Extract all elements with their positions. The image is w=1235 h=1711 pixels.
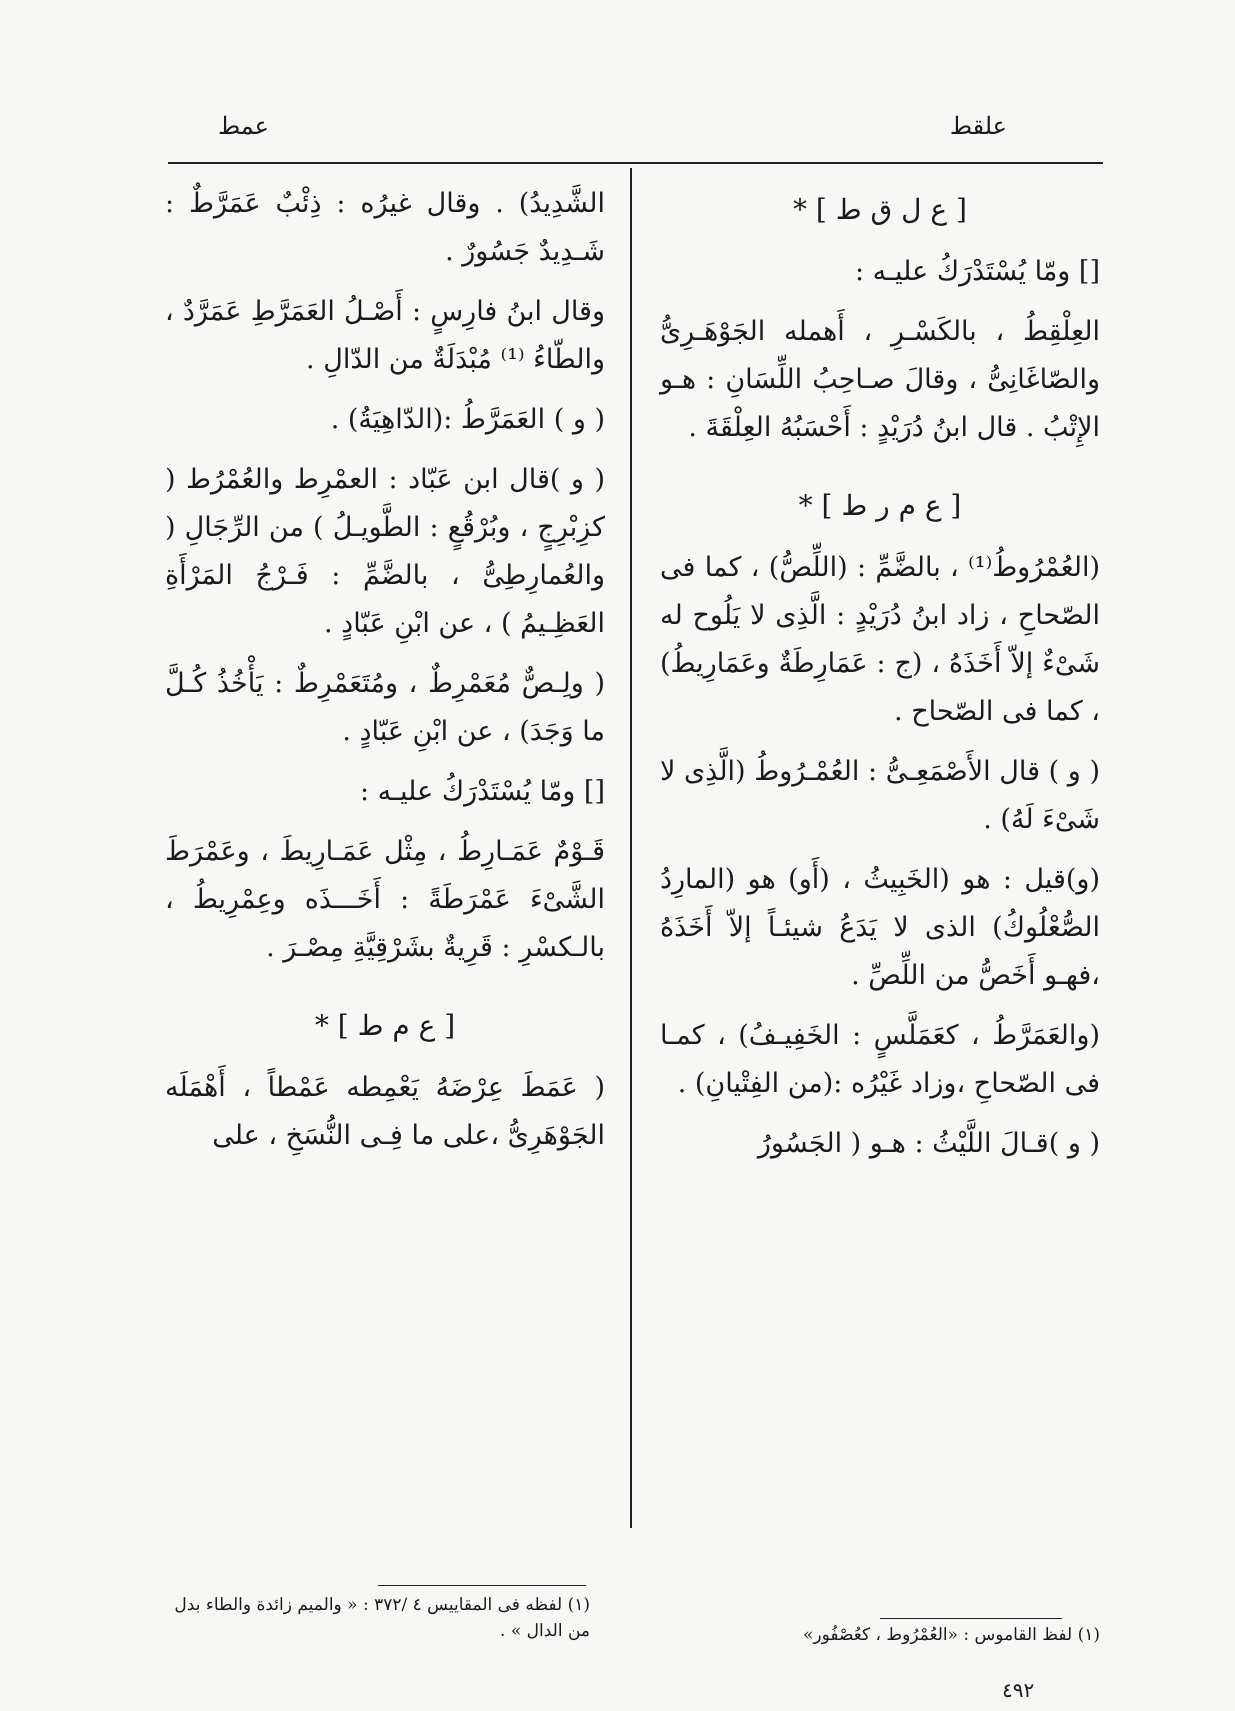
footnote-left: (١) لفظه فى المقاييس ٤ /٣٧٢ : « والميم زائدة والطاء بدل من الدال » . <box>174 1595 590 1641</box>
paragraph: ( ولِـصٌّ مُعَمْرِطٌ ، ومُتَعَمْرِطٌ : يَأْخُذُ كُـلَّ ما وَجَدَ) ، عن ابْنِ عَبّادٍ . <box>165 668 605 747</box>
footnote-right: (١) لفظ القاموس : «العُمْرُوط ، كعُصْفُور» <box>803 1625 1100 1645</box>
entry-heading-amrt: [ ع م ر ط ] * <box>798 489 962 522</box>
header-left-word: عمط <box>218 112 269 140</box>
paragraph: ( عَمَطَ عِرْضَهُ يَعْمِطه عَمْطاً ، أَهْمَلَه الجَوْهَرِىُّ ،على ما فِـى النُّسَخِ ، على <box>165 1072 605 1151</box>
footnote-rule-left <box>378 1585 586 1586</box>
paragraph: [] ومّا يُسْتَدْرَكُ عليـه : <box>854 256 1100 287</box>
paragraph: (العُمْرُوطُ⁽¹⁾ ، بالضَّمِّ : (اللِّصُّ) ، كما فى الصّحاحِ ، زاد ابنُ دُرَيْدٍ : الَّذِى لا يَلُوح له شَىْءٌ إلاّ أَخَذَهُ ، (ج : عَمَارِطَةٌ وعَمَارِيطُ) ، كما فى الصّحاح . <box>660 552 1100 727</box>
paragraph: العِلْقِطُ ، بالكَسْـرِ ، أَهمله الجَوْهَـرِىُّ والصّاغَانِىُّ ، وقالَ صـاحِبُ اللِّسَانِ : هـو الإِتْبُ . قال ابنُ دُرَيْدٍ : أَحْسَبُهُ العِلْقَةَ . <box>660 316 1100 443</box>
header-rule <box>168 162 1103 164</box>
footnote-rule-right <box>880 1618 1062 1619</box>
paragraph: وقال ابنُ فارِسٍ : أَصْـلُ العَمَرَّطِ عَمَرَّدٌ ، والطّاءُ ⁽¹⁾ مُبْدَلَةٌ من الدّالِ . <box>165 296 605 375</box>
paragraph: (و)قيل : هو (الخَبِيثُ ، (أَو) هو (المارِدُ الصُّعْلُوكُ) الذى لا يَدَعُ شيئـاً إلاّ أَخَذَهُ ،فهـو أَخَصُّ من اللِّصِّ . <box>660 864 1100 991</box>
paragraph: ( و )قال ابن عَبّاد : العمْرِط والعُمْرُط ( كزِبْرِجٍ ، وبُرْقُعٍ : الطَّويـلُ ) من الرِّجَالِ ( والعُمارِطِىُّ ، بالضَّمِّ : فَـرْجُ المَرْأَةِ العَظِـيمُ ) ، عن ابْنِ عَبّادٍ . <box>165 464 605 639</box>
paragraph: (والعَمَرَّطُ ، كعَمَلَّسٍ : الخَفِيـفُ) ، كمـا فى الصّحاحِ ،وزاد غَيْرُه :(من الفِتْيانِ) . <box>660 1020 1100 1099</box>
entry-heading-alqt: [ ع ل ق ط ] * <box>793 193 967 226</box>
paragraph: قَـوْمٌ عَمَـارِطُ ، مِثْل عَمَـارِيطَ ، وعَمْرَطَ الشَّىْءَ عَمْرَطَةً : أَخَـــذَه وعِمْرِيطُ ، بالـكسْرِ : قَرِيةٌ بشَرْقِيَّةِ مِصْـرَ . <box>165 836 605 963</box>
paragraph: ( و ) قال الأَصْمَعِـىُّ : العُمْـرُوطُ (الَّذِى لا شَىْءَ لَهُ) . <box>660 756 1100 835</box>
paragraph: ( و ) العَمَرَّطُ :(الدّاهِيَةُ) . <box>330 404 605 435</box>
right-column <box>660 180 1100 1180</box>
column-divider <box>630 168 632 1528</box>
paragraph: [] ومّا يُسْتَدْرَكُ عليـه : <box>359 776 605 807</box>
entry-heading-amt: [ ع م ط ] * <box>314 1009 456 1042</box>
paragraph: الشَّدِيدُ) . وقال غيرُه : ذِئْبٌ عَمَرَّطٌ : شَـدِيدٌ جَسُورٌ . <box>165 188 605 267</box>
paragraph: ( و )قـالَ اللَّيْثُ : هـو ( الجَسُورُ <box>757 1128 1100 1159</box>
page-number: ٤٩٢ <box>1002 1678 1035 1702</box>
header-right-word: علقط <box>949 112 1007 140</box>
left-column <box>165 180 605 1172</box>
